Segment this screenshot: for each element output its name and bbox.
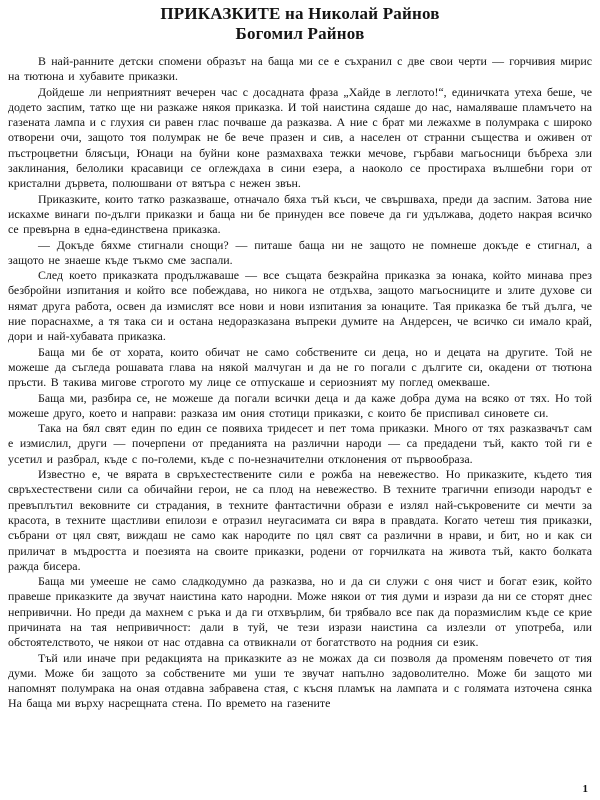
paragraph: В най-ранните детски спомени образът на баща ми се е съхранил с две свои черти — горчивия мирис на тютюна и хубавите приказки. xyxy=(8,54,592,84)
paragraph: Така на бял свят един по един се появиха тридесет и пет тома приказки. Много от тях разказвачът сам е измислил, други — почерпени от преданията на различни народи — са предадени тъй, както той ги е усетил и разбрал, къде с по-големи, къде с по-незначителни отклонения от първообраза. xyxy=(8,421,592,466)
page-number: 1 xyxy=(582,783,588,795)
paragraph: Приказките, които татко разказваше, отначало бяха тъй къси, че свършваха, преди да заспим. Затова ние искахме винаги по-дълги приказки и баща ни бе принуден все повече да ги удължава, додето накрая всичко се превърна в една-единствена приказка. xyxy=(8,191,592,237)
document-title: ПРИКАЗКИТЕ на Николай Райнов xyxy=(160,4,440,23)
paragraph: Известно е, че вярата в свръхестествените сили е рожба на невежество. Но приказките, където тия свръхестествени сили са обичайни герои, не са плод на невежество. В техните трагични епизоди народът е превъплътил вековните си страдания, в техните фантастични образи е излял най-съкровените си мечти за красота, в техните щастливи епилози е отразил неугасимата си вяра в правдата. Когато четеш тия приказки, събрани от цял свят, виждаш не само как народите по цял свят са различни в нрави, и бит, но и как си приличат в мъдростта и поезията на своите приказки, родени от горчилката на живота тъй, както болката ражда бисера. xyxy=(8,467,592,573)
paragraph: Дойдеше ли неприятният вечерен час с досадната фраза „Хайде в леглото!“, единичката утеха беше, че додето заспим, татко ще ни разкаже някоя приказка. И той наистина сядаше до нас, намаляваше пламъчето на газената лампа и с глухия си равен глас почваше да разказва. А ние с брат ми лежахме в полумрака с широко отворени очи, защото тоя полумрак не бе вече празен и сив, а населен от странни същества и оживен от пъстроцветни блясъци, Юнаци на буйни коне размахваха тежки мечове, гърбави магьосници бъбреха зли заклинания, белолики красавици се оглеждаха в сини езера, а наоколо се простираха вълшебни гори от кристални дървета, полюшвани от вятъра с нежен звън. xyxy=(8,84,592,191)
paragraph: Баща ми умееше не само сладкодумно да разказва, но и да си служи с оня чист и богат език, който правеше приказките да звучат наистина като народни. Може някои от тия думи и изрази да ни се сторят днес непривични. Но преди да махнем с ръка и да ги отхвърлим, би трябвало все пак да поразмислим къде се крие причината на тая непривичност: дали в туй, че тези изрази наистина са излезли от употреба, или обстоятелството, че някои от нас отдавна са отвикнали от богатството на родния си език. xyxy=(8,574,592,650)
document-author: Богомил Райнов xyxy=(235,23,365,43)
paragraph: — Докъде бяхме стигнали снощи? — питаше баща ни не защото не помнеше докъде е стигнал, а защото не знаеше къде тъкмо сме заспали. xyxy=(8,237,592,267)
paragraph: Баща ми бе от хората, които обичат не само собствените си деца, но и децата на другите. Той не можеше да съгледа рошавата глава на някой малчуган и да не го погали с дългите си, окадени от тютюна пръсти. В такива мигове строгото му лице се отпускаше и сериозният му поглед омекваше. xyxy=(8,344,592,390)
paragraph: След което приказката продължаваше — все същата безкрайна приказка за юнака, който минава през безбройни изпитания и който все побеждава, но никога не отдъхва, защото магьосниците и злите духове си нямат друга работа, освен да измислят все нови и нови изпитания за юнаците. Тая приказка бе тъй дълга, че ние пораснахме, а тя така си и остана недоразказана въпреки думите на Андерсен, че всичко си имало край, дори и най-хубавата приказка. xyxy=(8,268,592,344)
paragraph: Баща ми, разбира се, не можеше да погали всички деца и да каже добра дума на всяко от тях. Но той можеше друго, което и направи: разказа им ония стотици приказки, с които бе приспивал синовете си. xyxy=(8,390,592,420)
document-body xyxy=(8,54,592,712)
paragraph: Тъй или иначе при редакцията на приказките аз не можах да си позволя да променям повечето от тия думи. Може би защото за собствените ми уши те звучат напълно задоволително. Може би защото ми напомнят полумрака на оная отдавна забравена стая, с късня пламък на лампата и с голямата източена сянка На баща ми върху насрещната стена. По времето на газените xyxy=(8,650,592,711)
